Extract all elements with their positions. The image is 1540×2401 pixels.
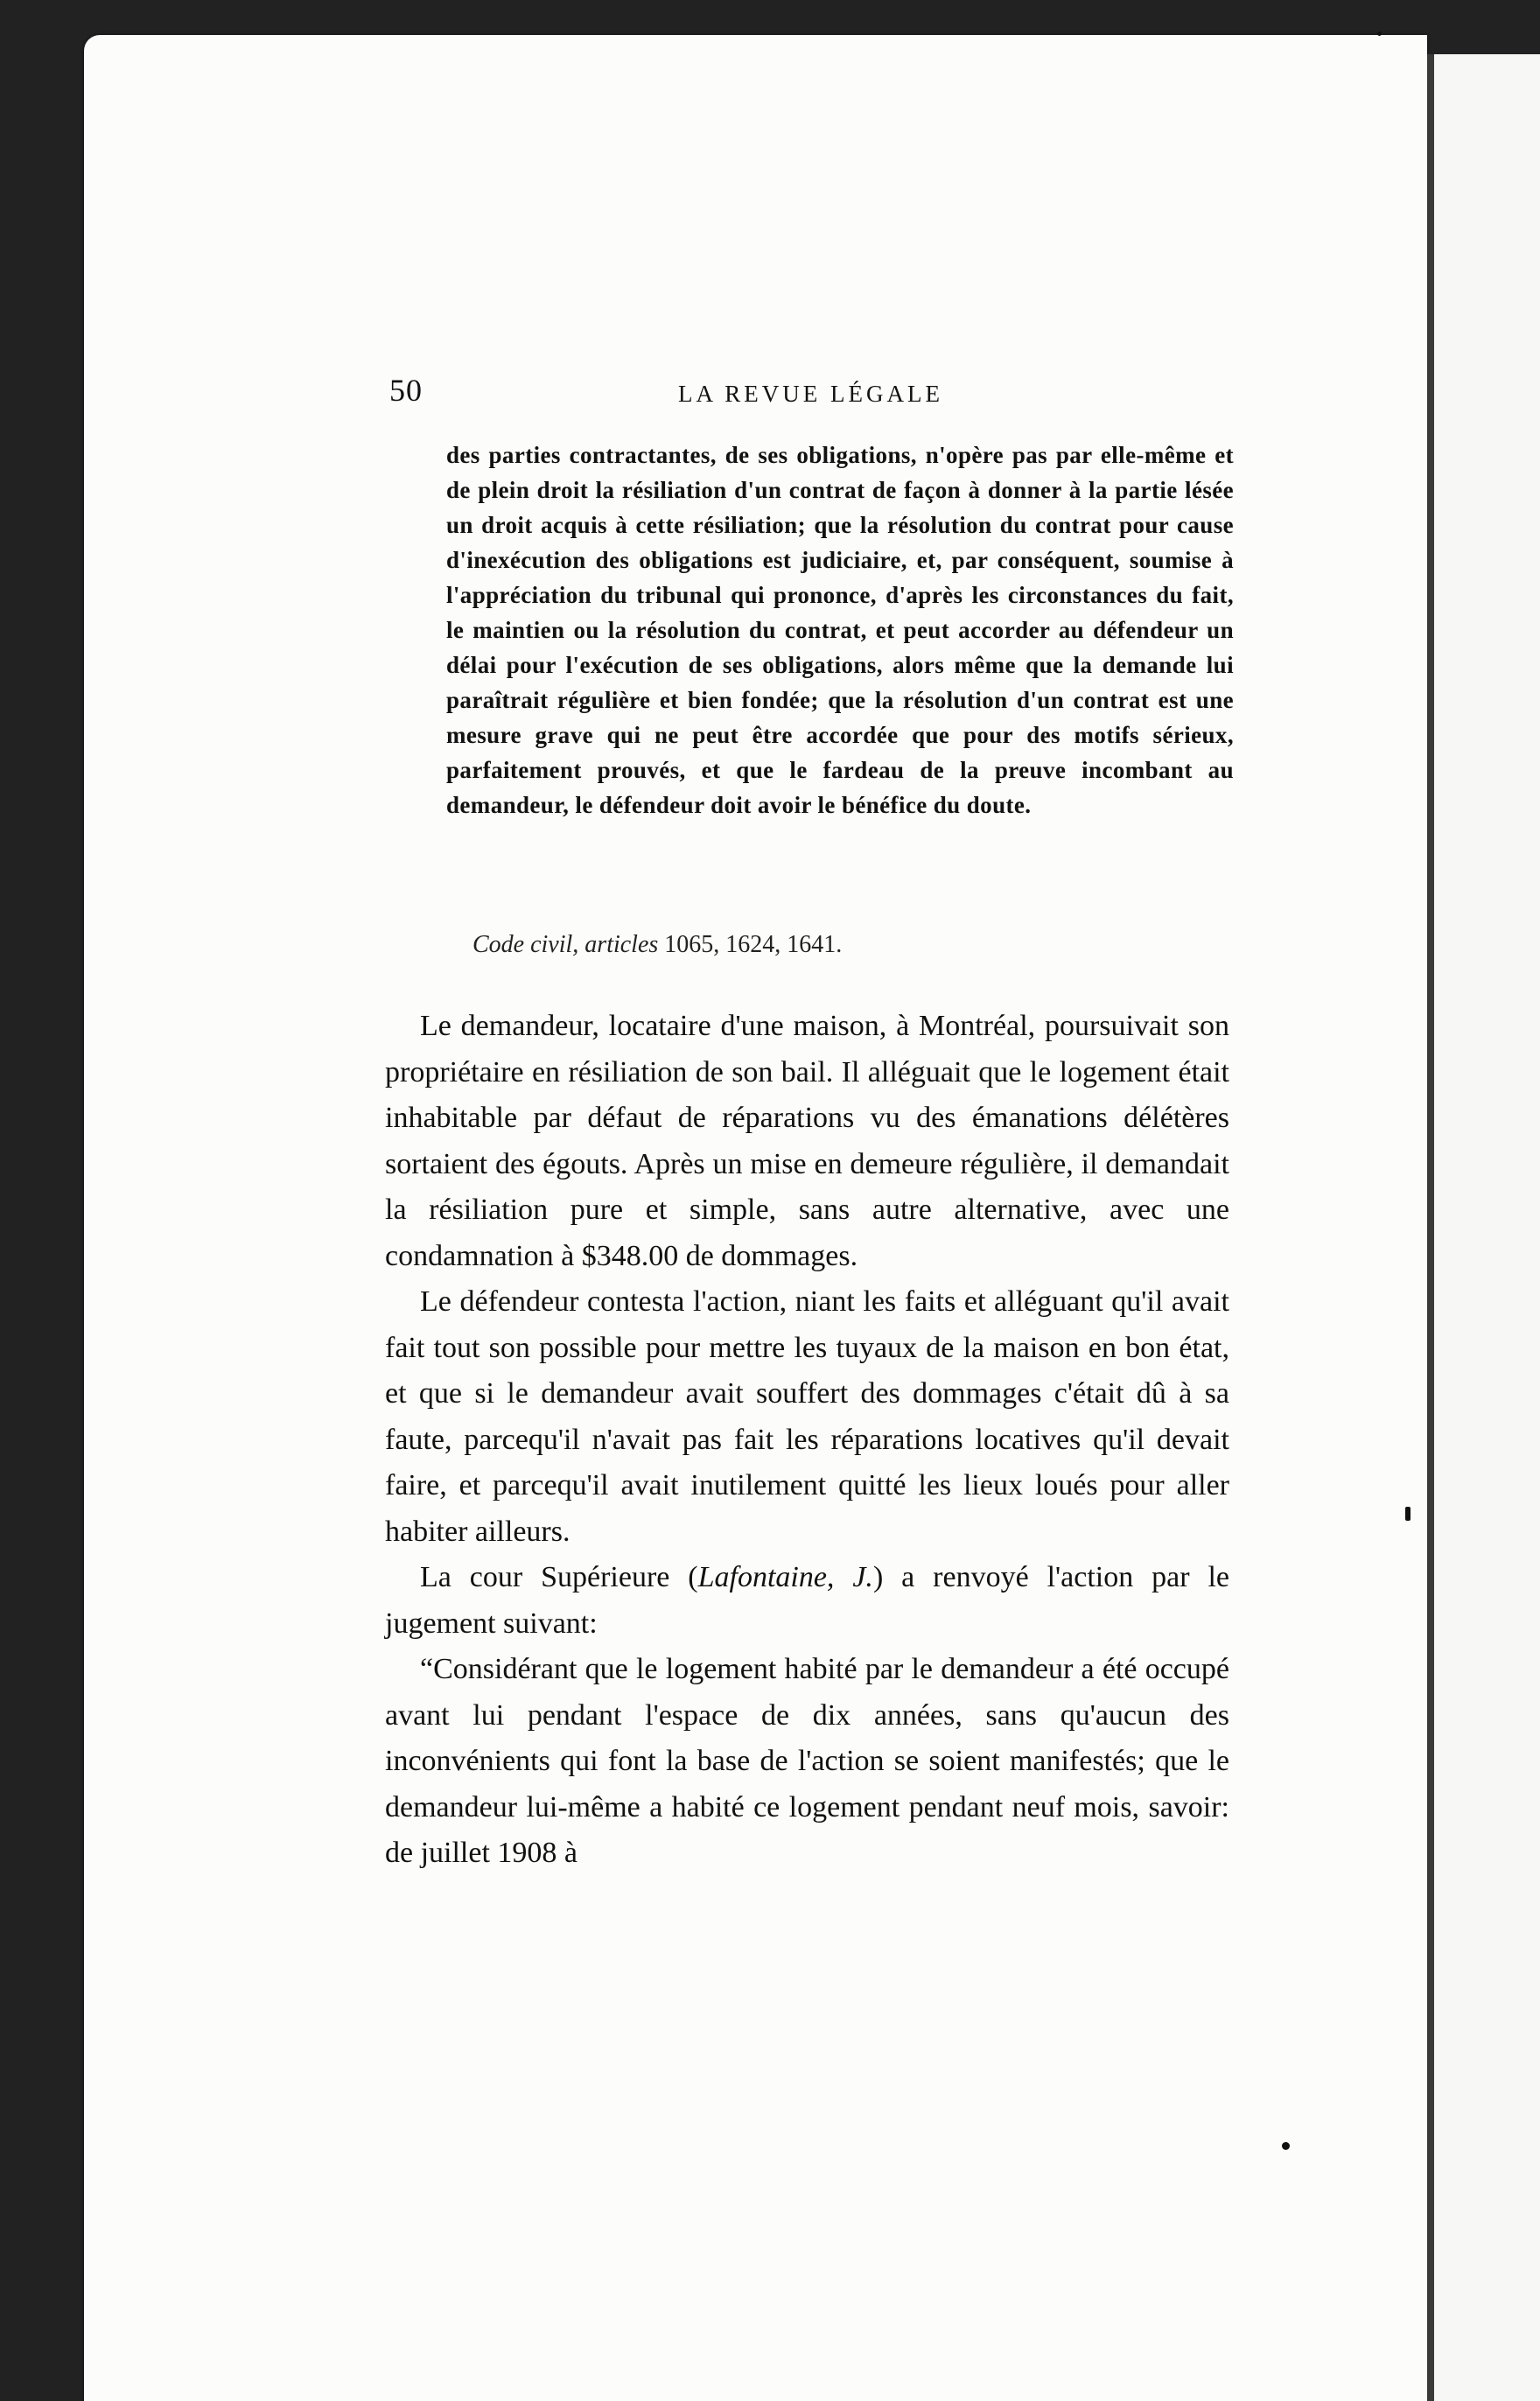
headnote-summary [446, 438, 1234, 822]
code-citation [472, 931, 842, 959]
adjacent-page-edge [1427, 54, 1540, 2401]
paragraph-considerant: “Considérant que le logement habité par le demandeur a été occupé avant lui pendant l'espace de dix années, sans qu'aucun des inconvénients qui font la base de l'action se soient manifestés; que le demandeur lui-même a habité ce logement pendant neuf mois, savoir: de juillet 1908 à [385, 1653, 1229, 1869]
citation-code: Code civil, articles [472, 931, 659, 958]
citation-articles: 1065, 1624, 1641. [664, 931, 843, 958]
scan-speck [1282, 2142, 1290, 2150]
judge-name: Lafontaine, J. [697, 1561, 873, 1593]
page-number: 50 [389, 373, 423, 408]
judgment-intro-start: La cour Supérieure ( [420, 1561, 698, 1593]
paragraph-judgment-intro [385, 1555, 1229, 1647]
journal-title: LA REVUE LÉGALE [678, 381, 943, 407]
headnote-text: des parties contractantes, de ses obligations, n'opère pas par elle-même et de plein droit la résiliation d'un contrat de façon à donner à la partie lésée un droit acquis à cette résiliation; que la résolution du contrat pour cause d'inexécution des obligations est judiciaire, et, par conséquent, soumise à l'appréciation du tribunal qui prononce, d'après les circonstances du fait, le maintien ou la résolution du contrat, et peut accorder au défendeur un délai pour l'exécution de ses obligations, alors même que la demande lui paraîtrait régulière et bien fondée; que la résolution d'un contrat est une mesure grave qui ne peut être accordée que pour des motifs sérieux, parfaitement prouvés, et que le fardeau de la preuve incombant au demandeur, le défendeur doit avoir le bénéfice du doute. [446, 442, 1234, 818]
paragraph-defence: Le défendeur contesta l'action, niant les faits et alléguant qu'il avait fait tout son possible pour mettre les tuyaux de la maison en bon état, et que si le demandeur avait souffert des dommages c'était dû à sa faute, parcequ'il n'avait pas fait les réparations locatives qu'il devait faire, et parcequ'il avait inutilement quitté les lieux loués pour aller habiter ailleurs. [385, 1285, 1229, 1548]
judgment-intro-end: ) a renvoyé l'action par le jugement suivant: [385, 1561, 1229, 1640]
paragraph-facts: Le demandeur, locataire d'une maison, à Montréal, poursuivait son propriétaire en résiliation de son bail. Il alléguait que le logement était inhabitable par défaut de réparations vu des émanations délétères sortaient des égouts. Après un mise en demeure régulière, il demandait la résiliation pure et simple, sans autre alternative, avec une condamnation à $348.00 de dommages. [385, 1010, 1229, 1272]
running-head [389, 372, 1282, 424]
scan-speck [1405, 1507, 1410, 1521]
case-body [385, 1004, 1229, 1877]
scan-speck [1377, 32, 1382, 36]
